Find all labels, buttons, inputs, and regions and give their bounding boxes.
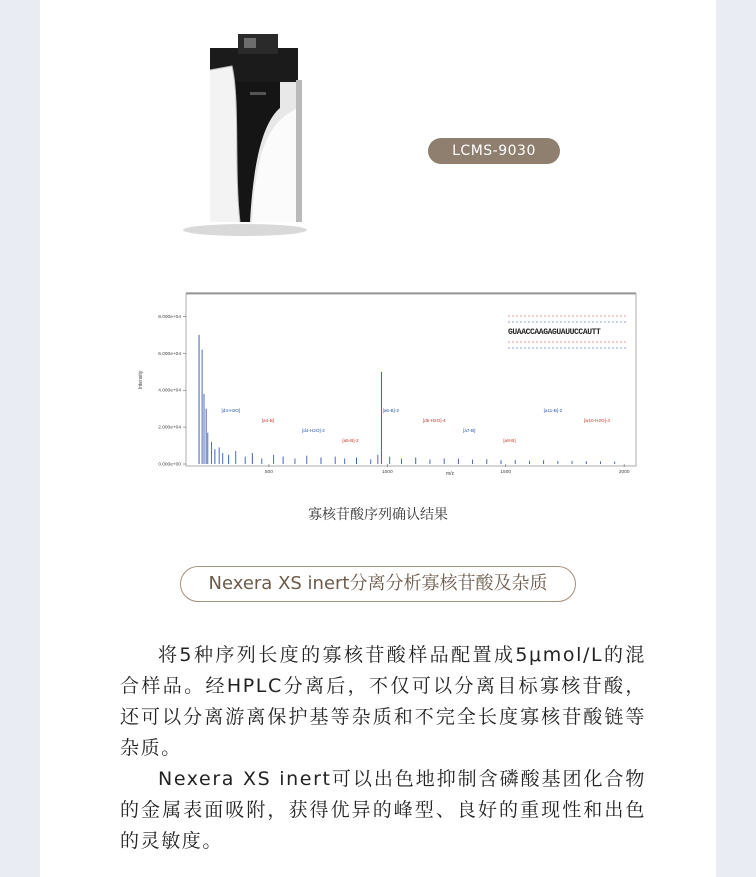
fragment-annotation: [a6-B]-2 [382,408,399,413]
paragraph-1: 将5种序列长度的寡核苷酸样品配置成5μmol/L的混合样品。经HPLC分离后，不仅可以分离目标寡核苷酸，还可以分离游离保护基等杂质和不完全长度寡核苷酸链等杂质。 [120,644,646,759]
fragment-annotation: [w10-H2O]-4 [583,418,610,423]
x-tick-label: 500 [264,470,273,475]
fragment-annotation: [a11-B]-2 [543,408,563,413]
section-heading: Nexera XS inert分离分析寡核苷酸及杂质 [180,566,576,602]
sequence-label: GUAACCAAGAGUAUUCCAUTT [508,328,601,337]
y-tick-label: 0.000e+00 [158,462,181,468]
fragment-annotation: [d5-H2O]-4 [422,418,446,423]
plot-frame [186,294,636,466]
fragment-annotation: [d4-H2O]-2 [302,428,325,433]
body-text [120,640,646,857]
fragment-annotation: [a5-B]-2 [342,438,359,443]
right-margin-band [716,0,756,877]
x-tick-label: 1500 [500,470,512,475]
y-tick-label: 4.000e+04 [158,388,181,394]
y-tick-label: 8.000e+04 [158,314,181,320]
fragment-annotation: [a7-B] [463,428,476,433]
fragment-annotation: [a8-B] [503,438,516,443]
model-label-badge: LCMS-9030 [428,138,560,164]
y-tick-label: 2.000e+04 [158,425,181,431]
paragraph-2: Nexera XS inert可以出色地抑制含磷酸基团化合物的金属表面吸附，获得优异的峰型、良好的重现性和出色的灵敏度。 [120,768,646,852]
y-tick-label: 6.000e+04 [158,351,181,357]
x-tick-label: 1000 [381,470,393,475]
y-axis-label: Intensity [138,370,144,390]
mass-spectrum-chart [130,292,640,492]
fragment-annotation: [d3-H2O] [221,408,241,413]
fragment-annotation: [a4-B] [261,418,275,423]
x-tick-label: 2000 [618,470,630,475]
lcms-instrument-image [170,30,310,240]
left-margin-band [0,0,40,877]
x-axis-label: m/z [445,471,455,477]
chart-caption: 寡核苷酸序列确认结果 [308,507,448,523]
